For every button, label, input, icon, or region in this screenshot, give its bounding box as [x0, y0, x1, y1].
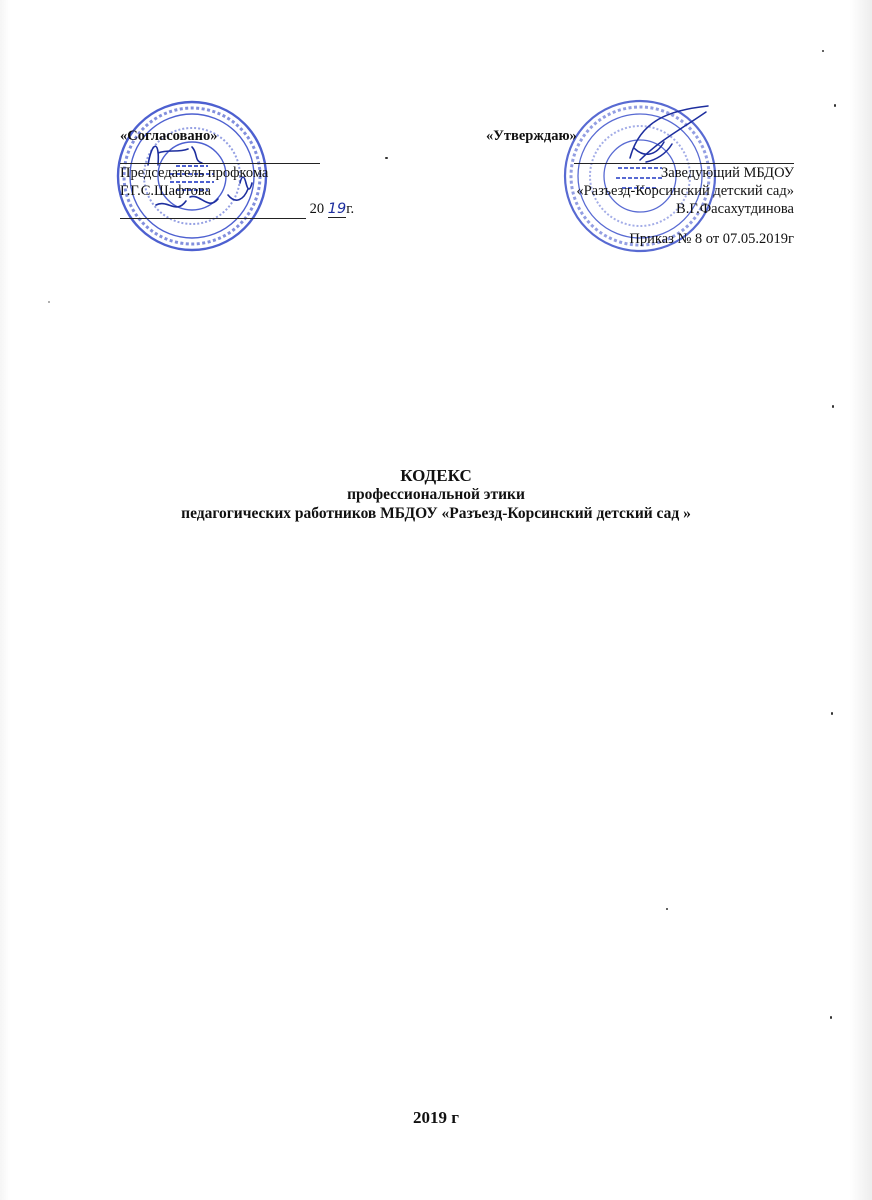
approval-left-role: Председатель профкома	[120, 165, 269, 181]
approval-left-name-row	[120, 182, 380, 200]
approval-right-name: В.Г.Фасахутдинова	[676, 201, 794, 217]
approval-left-date-year: 19	[327, 201, 347, 217]
scan-speck	[48, 301, 50, 303]
approval-left-signature-line	[120, 145, 380, 164]
approval-right-block	[474, 127, 794, 248]
approval-left-block	[120, 127, 380, 219]
signature-underline	[120, 145, 320, 164]
page-edge-right	[850, 0, 872, 1200]
document-subtitle-institution: педагогических работников МБДОУ «Разъезд-Корсинский детский сад »	[181, 505, 691, 522]
scan-speck	[832, 405, 834, 408]
date-underline	[120, 200, 306, 219]
approval-left-date-row	[120, 200, 380, 219]
approval-right-institution: «Разъезд-Корсинский детский сад»	[576, 183, 794, 199]
signature-underline	[574, 145, 794, 164]
scan-speck	[666, 908, 668, 910]
approval-left-header: «Согласовано»	[120, 128, 218, 144]
document-title: КОДЕКС	[400, 466, 472, 485]
scan-speck	[831, 712, 833, 715]
document-subtitle: профессиональной этики	[347, 486, 525, 503]
scan-speck	[385, 157, 388, 159]
approval-right-header: «Утверждаю»	[486, 128, 577, 144]
scan-speck	[834, 104, 836, 107]
approval-right-order: Приказ № 8 от 07.05.2019г	[629, 231, 794, 247]
approval-left-date-suffix: г.	[346, 201, 355, 217]
approval-left-name: Г.Г.С.Шафтова	[120, 183, 211, 199]
approval-right-role: Заведующий МБДОУ	[661, 165, 794, 181]
document-title-block	[0, 466, 872, 524]
approval-left-date-prefix: 20	[309, 201, 325, 217]
approval-right-signature-line	[474, 145, 794, 164]
document-year: 2019 г	[413, 1108, 459, 1127]
scan-speck	[830, 1016, 832, 1019]
page-edge-left	[0, 0, 10, 1200]
scan-speck	[822, 50, 824, 52]
